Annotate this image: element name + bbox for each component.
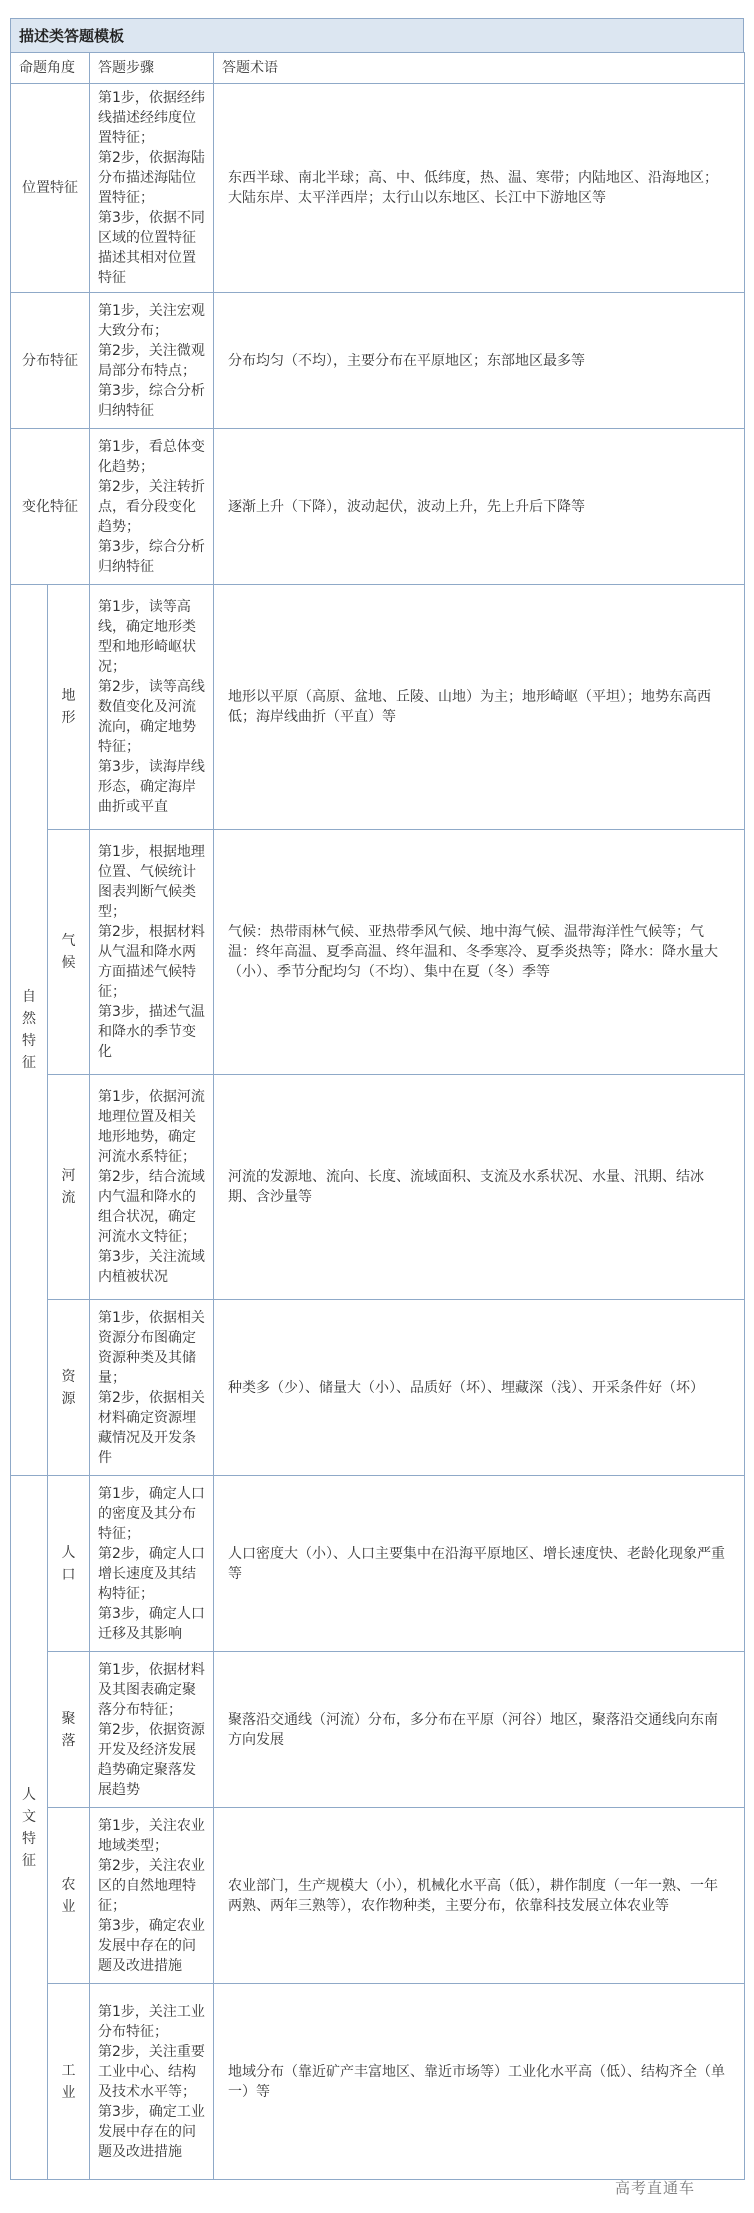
row-steps (90, 830, 214, 1075)
row-change (11, 429, 745, 585)
step-text: 第1步，依据材料及其图表确定聚落分布特征； (98, 1661, 205, 1718)
step-text: 第2步，依据相关材料确定资源埋藏情况及开发条件 (98, 1389, 205, 1466)
row-steps (90, 1808, 214, 1984)
step-text: 第3步，依据不同区域的位置特征描述其相对位置特征 (98, 210, 205, 286)
step-text: 第1步，依据河流地理位置及相关地形地势，确定河流水系特征； (98, 1089, 205, 1165)
header-row (11, 53, 745, 84)
sub-row-name: 气候 (48, 830, 90, 1075)
header-angle: 命题角度 (11, 53, 90, 84)
step-text: 第2步，关注重要工业中心、结构及技术水平等； (98, 2043, 205, 2100)
row-name: 变化特征 (11, 429, 90, 585)
row-steps (90, 1075, 214, 1300)
row-terms: 聚落沿交通线（河流）分布，多分布在平原（河谷）地区，聚落沿交通线向东南方向发展 (214, 1652, 745, 1808)
sub-row-name: 工业 (48, 1984, 90, 2180)
sub-row-name: 地形 (48, 585, 90, 830)
step-text: 第2步，依据海陆分布描述海陆位置特征； (98, 150, 205, 206)
group-human-label: 人文特征 (11, 1476, 48, 2180)
step-text: 第1步，关注宏观大致分布； (98, 302, 205, 339)
row-steps (90, 585, 214, 830)
step-text: 第3步，确定工业发展中存在的问题及改进措施 (98, 2103, 205, 2160)
step-text: 第2步，读等高线数值变化及河流流向，确定地势特征； (98, 679, 205, 755)
watermark-text: 高考直通车 (615, 2179, 696, 2197)
row-steps (90, 1652, 214, 1808)
row-steps (90, 84, 214, 293)
step-text: 第1步，关注工业分布特征； (98, 2003, 205, 2040)
row-name: 位置特征 (11, 84, 90, 293)
table-title: 描述类答题模板 (10, 18, 744, 52)
step-text: 第2步，依据资源开发及经济发展趋势确定聚落发展趋势 (98, 1721, 205, 1798)
row-terms: 人口密度大（小）、人口主要集中在沿海平原地区、增长速度快、老龄化现象严重等 (214, 1476, 745, 1652)
step-text: 第1步，依据经纬线描述经纬度位置特征； (98, 90, 205, 146)
step-text: 第3步，关注流域内植被状况 (98, 1249, 205, 1285)
step-text: 第2步，关注农业区的自然地理特征； (98, 1857, 205, 1914)
step-text: 第2步，确定人口增长速度及其结构特征； (98, 1545, 205, 1602)
step-text: 第2步，根据材料从气温和降水两方面描述气候特征； (98, 924, 205, 1000)
row-climate (11, 830, 745, 1075)
row-steps (90, 1476, 214, 1652)
row-distribution (11, 293, 745, 429)
sub-row-name: 农业 (48, 1808, 90, 1984)
row-agriculture (11, 1808, 745, 1984)
row-steps (90, 293, 214, 429)
step-text: 第1步，确定人口的密度及其分布特征； (98, 1485, 205, 1542)
row-terms: 地域分布（靠近矿产丰富地区、靠近市场等）工业化水平高（低）、结构齐全（单一）等 (214, 1984, 745, 2180)
sub-row-name: 资源 (48, 1300, 90, 1476)
step-text: 第2步，结合流域内气温和降水的组合状况，确定河流水文特征； (98, 1169, 205, 1245)
header-terms: 答题术语 (214, 53, 745, 84)
template-table-frame (10, 18, 744, 2180)
step-text: 第3步，综合分析归纳特征 (98, 382, 205, 419)
row-terms: 分布均匀（不均），主要分布在平原地区；东部地区最多等 (214, 293, 745, 429)
row-name: 分布特征 (11, 293, 90, 429)
sub-row-name: 河流 (48, 1075, 90, 1300)
row-resources (11, 1300, 745, 1476)
sub-row-name: 聚落 (48, 1652, 90, 1808)
step-text: 第1步，关注农业地域类型； (98, 1817, 205, 1854)
row-terms: 河流的发源地、流向、长度、流域面积、支流及水系状况、水量、汛期、结冰期、含沙量等 (214, 1075, 745, 1300)
row-position (11, 84, 745, 293)
row-industry (11, 1984, 745, 2180)
row-terms: 东西半球、南北半球；高、中、低纬度，热、温、寒带；内陆地区、沿海地区；大陆东岸、太平洋西岸；太行山以东地区、长江中下游地区等 (214, 84, 745, 293)
step-text: 第1步，依据相关资源分布图确定资源种类及其储量； (98, 1309, 205, 1386)
step-text: 第2步，关注微观局部分布特点； (98, 342, 205, 379)
row-terms: 逐渐上升（下降），波动起伏，波动上升，先上升后下降等 (214, 429, 745, 585)
step-text: 第1步，读等高线，确定地形类型和地形崎岖状况； (98, 599, 196, 675)
group-natural-label: 自然特征 (11, 585, 48, 1476)
step-text: 第3步，综合分析归纳特征 (98, 538, 205, 575)
row-terrain (11, 585, 745, 830)
step-text: 第3步，描述气温和降水的季节变化 (98, 1004, 205, 1060)
step-text: 第1步，看总体变化趋势； (98, 438, 205, 475)
row-population (11, 1476, 745, 1652)
row-terms: 地形以平原（高原、盆地、丘陵、山地）为主；地形崎岖（平坦）；地势东高西低；海岸线曲折（平直）等 (214, 585, 745, 830)
row-terms: 种类多（少）、储量大（小）、品质好（坏）、埋藏深（浅）、开采条件好（坏） (214, 1300, 745, 1476)
row-steps (90, 429, 214, 585)
step-text: 第3步，读海岸线形态，确定海岸曲折或平直 (98, 759, 205, 815)
step-text: 第3步，确定农业发展中存在的问题及改进措施 (98, 1917, 205, 1974)
row-terms: 农业部门，生产规模大（小），机械化水平高（低），耕作制度（一年一熟、一年两熟、两年三熟等），农作物种类，主要分布，依靠科技发展立体农业等 (214, 1808, 745, 1984)
sub-row-name: 人口 (48, 1476, 90, 1652)
step-text: 第3步，确定人口迁移及其影响 (98, 1605, 205, 1642)
row-steps (90, 1984, 214, 2180)
step-text: 第1步，根据地理位置、气候统计图表判断气候类型； (98, 844, 205, 920)
row-steps (90, 1300, 214, 1476)
step-text: 第2步，关注转折点，看分段变化趋势； (98, 478, 205, 535)
answer-template-table (10, 52, 745, 2180)
row-terms: 气候：热带雨林气候、亚热带季风气候、地中海气候、温带海洋性气候等；气温：终年高温、夏季高温、终年温和、冬季寒冷、夏季炎热等；降水：降水量大（小）、季节分配均匀（不均）、集中在夏（冬）季等 (214, 830, 745, 1075)
row-river (11, 1075, 745, 1300)
row-settlement (11, 1652, 745, 1808)
header-steps: 答题步骤 (90, 53, 214, 84)
